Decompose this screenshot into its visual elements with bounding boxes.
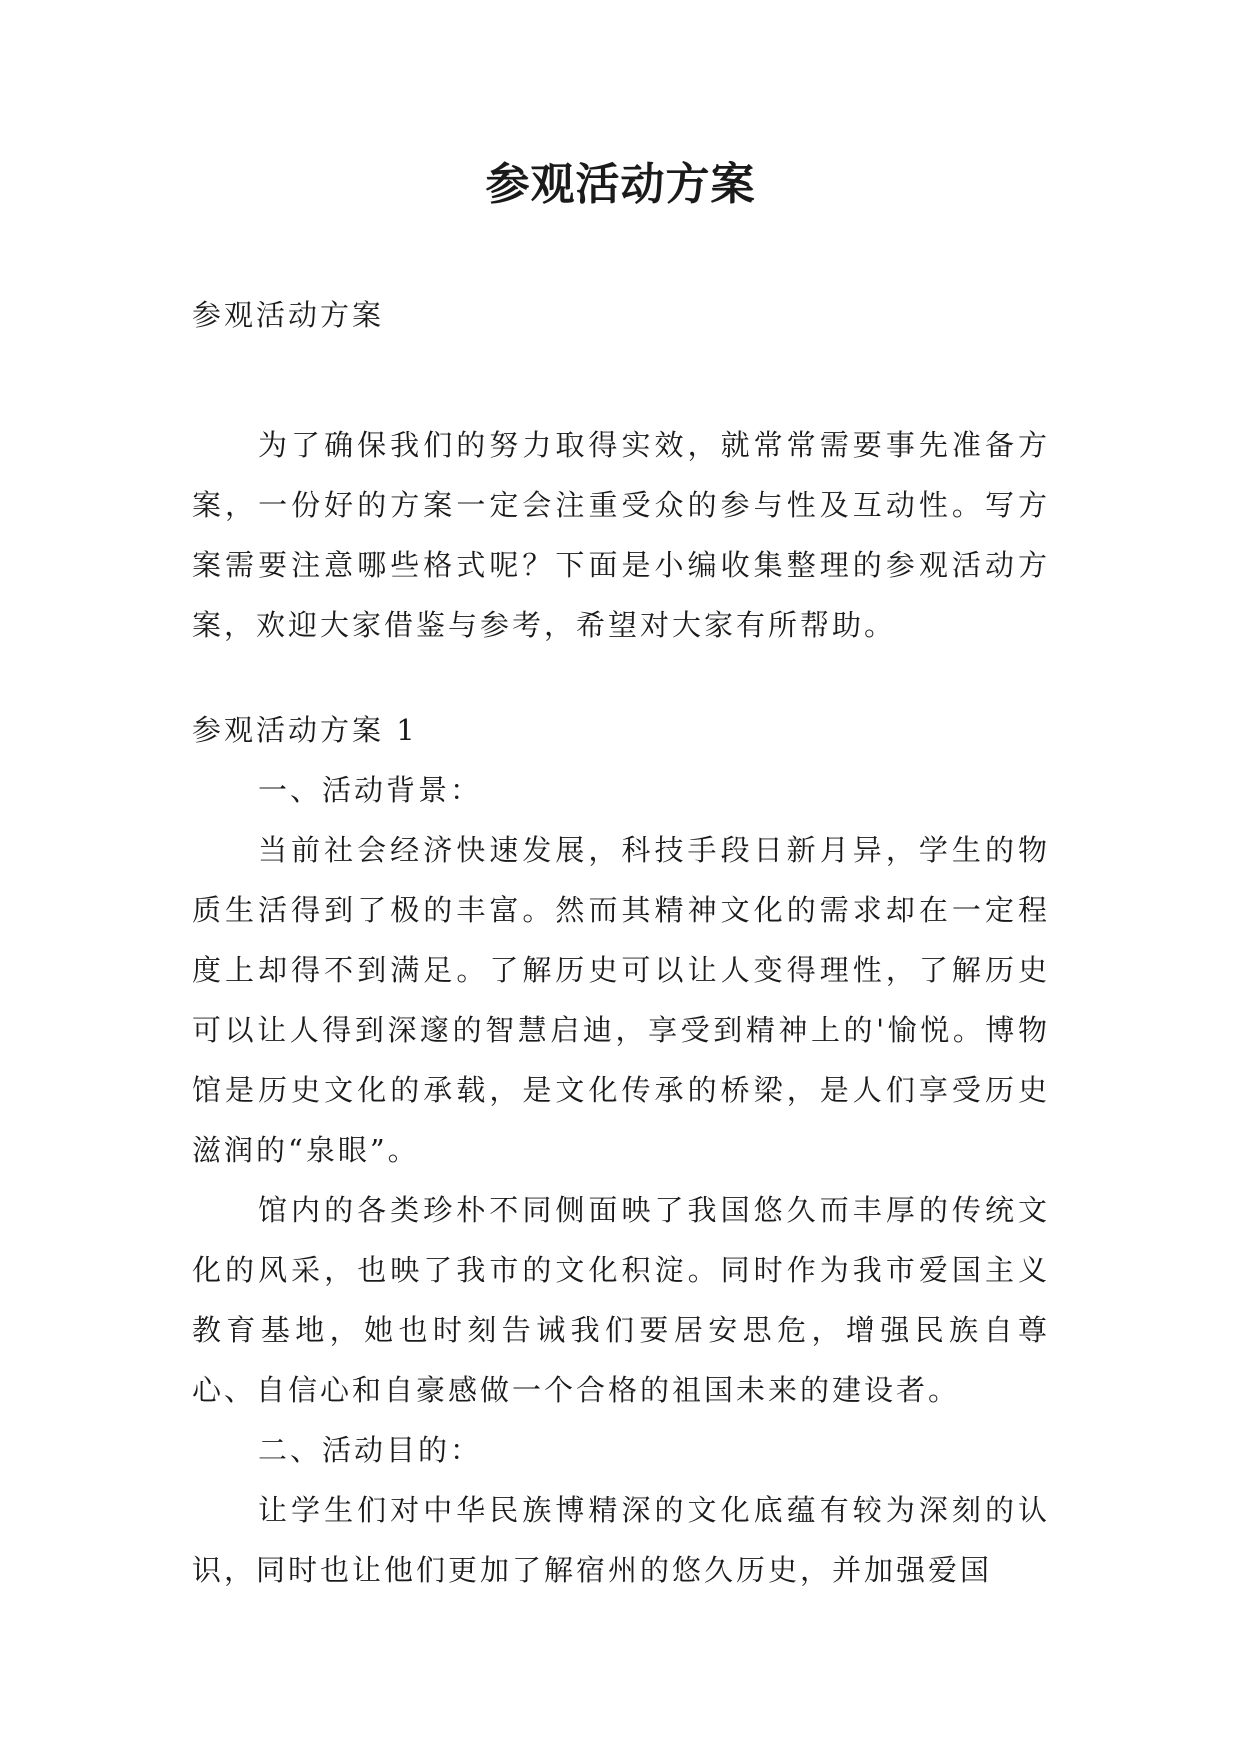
paragraph-background-2: 馆内的各类珍朴不同侧面映了我国悠久而丰厚的传统文化的风采，也映了我市的文化积淀。同时作为我市爱国主义教育基地，她也时刻告诫我们要居安思危，增强民族自尊心、自信心和自豪感做一个合格的祖国未来的建设者。: [192, 1193, 1050, 1407]
document-subtitle: 参观活动方案: [192, 298, 385, 332]
intro-paragraph: 为了确保我们的努力取得实效，就常常需要事先准备方案，一份好的方案一定会注重受众的参与性及互动性。写方案需要注意哪些格式呢？下面是小编收集整理的参观活动方案，欢迎大家借鉴与参考，希望对大家有所帮助。: [192, 428, 1050, 642]
heading-background: 一、活动背景：: [258, 773, 483, 807]
section-content: [192, 760, 1050, 1600]
paragraph-background-1: 当前社会经济快速发展，科技手段日新月异，学生的物质生活得到了极的丰富。然而其精神文化的需求却在一定程度上却得不到满足。了解历史可以让人变得理性，了解历史可以让人得到深邃的智慧启迪，享受到精神上的'愉悦。博物馆是历史文化的承载，是文化传承的桥梁，是人们享受历史滋润的“泉眼”。: [192, 833, 1050, 1167]
section-title: 参观活动方案 1: [192, 713, 418, 747]
heading-purpose: 二、活动目的：: [258, 1433, 483, 1467]
document-title: 参观活动方案: [485, 159, 756, 210]
paragraph-purpose: 让学生们对中华民族博精深的文化底蕴有较为深刻的认识，同时也让他们更加了解宿州的悠久历史，并加强爱国: [192, 1493, 1050, 1587]
